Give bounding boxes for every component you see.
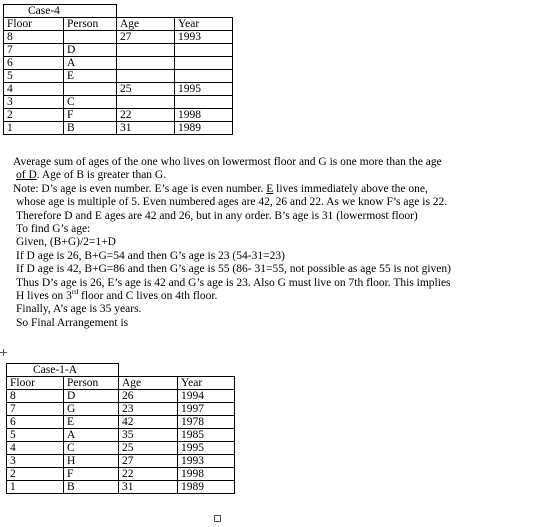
cell-floor: 4: [4, 83, 64, 96]
table-row: [4, 70, 233, 83]
table-row: [4, 122, 233, 135]
superscript: rd: [71, 287, 79, 297]
cell-floor: 3: [4, 96, 64, 109]
cell-age: 35: [119, 429, 178, 442]
cell-age: 23: [119, 403, 178, 416]
table-row: [4, 83, 233, 96]
header-year: Year: [175, 18, 233, 31]
case-4-table: [3, 4, 233, 135]
cell-floor: 6: [7, 416, 64, 429]
cell-year: [175, 70, 233, 83]
underlined-text: of D: [16, 169, 37, 182]
text-line: If D age is 42, B+G=86 and then G’s age is 55 (86- 31=55, not possible as age 55 is not given): [16, 263, 451, 276]
cell-age: [117, 44, 175, 57]
cell-person: B: [64, 122, 117, 135]
cell-year: [175, 57, 233, 70]
table-header-row: [7, 377, 235, 390]
cell-age: [117, 96, 175, 109]
cell-age: 27: [119, 455, 178, 468]
cell-age: 22: [117, 109, 175, 122]
header-person: Person: [64, 377, 119, 390]
text-line: So Final Arrangement is: [16, 316, 129, 329]
table-row: [7, 481, 235, 494]
cell-year: 1995: [178, 442, 235, 455]
text-line: Thus D’s age is 26, E’s age is 42 and G’s age is 23. Also G must live on 7th floor. This implies: [16, 276, 451, 289]
table-row: [4, 109, 233, 122]
cell-floor: 5: [4, 70, 64, 83]
cell-year: 1989: [178, 481, 235, 494]
cell-year: 1998: [178, 468, 235, 481]
table-row: [4, 31, 233, 44]
cell-year: [175, 44, 233, 57]
cell-year: [175, 96, 233, 109]
cell-person: F: [64, 109, 117, 122]
cell-person: A: [64, 429, 119, 442]
cell-age: 31: [117, 122, 175, 135]
cell-age: 27: [117, 31, 175, 44]
cell-floor: 7: [4, 44, 64, 57]
table-row: [4, 57, 233, 70]
cell-floor: 3: [7, 455, 64, 468]
cell-person: D: [64, 390, 119, 403]
cell-floor: 4: [7, 442, 64, 455]
table-row: [7, 442, 235, 455]
cell-year: 1993: [175, 31, 233, 44]
text-line: If D age is 26, B+G=54 and then G’s age is 23 (54-31=23): [16, 249, 285, 262]
cell-floor: 6: [4, 57, 64, 70]
cell-year: 1993: [178, 455, 235, 468]
cell-floor: 1: [7, 481, 64, 494]
header-age: Age: [119, 377, 178, 390]
cell-person: C: [64, 96, 117, 109]
cell-year: 1978: [178, 416, 235, 429]
table-header-row: [4, 18, 233, 31]
cell-person: H: [64, 455, 119, 468]
header-person: Person: [64, 18, 117, 31]
cell-person: [64, 31, 117, 44]
header-year: Year: [178, 377, 235, 390]
text-line: whose age is multiple of 5. Even numbered ages are 42, 26 and 22. As we know F’s age is 22.: [16, 196, 448, 209]
cell-floor: 8: [4, 31, 64, 44]
text-line: Finally, A’s age is 35 years.: [16, 303, 142, 316]
cell-floor: 5: [7, 429, 64, 442]
cell-person: G: [64, 403, 119, 416]
table-resize-handle[interactable]: [214, 515, 221, 522]
table-caption: Case-1-A: [7, 364, 119, 377]
cell-person: B: [64, 481, 119, 494]
cell-person: E: [64, 416, 119, 429]
underlined-text: E: [266, 182, 274, 195]
table-row: [4, 44, 233, 57]
text-line: Note: D’s age is even number. E’s age is even number. E lives immediately above the one,: [13, 182, 428, 195]
header-floor: Floor: [4, 18, 64, 31]
text-line: Given, (B+G)/2=1+D: [16, 236, 116, 249]
cell-age: [117, 70, 175, 83]
case-1-a-table: [6, 363, 235, 494]
cell-age: 31: [119, 481, 178, 494]
table-row: [7, 468, 235, 481]
cell-person: D: [64, 44, 117, 57]
text-line: H lives on 3rd floor and C lives on 4th floor.: [16, 287, 218, 303]
cell-floor: 7: [7, 403, 64, 416]
cell-year: 1998: [175, 109, 233, 122]
solution-text: [13, 156, 538, 330]
cell-floor: 2: [7, 468, 64, 481]
table-caption: Case-4: [4, 5, 117, 18]
table-caption-row: [7, 364, 235, 377]
cell-person: C: [64, 442, 119, 455]
cell-floor: 1: [4, 122, 64, 135]
cell-person: A: [64, 57, 117, 70]
table-row: [4, 96, 233, 109]
cell-year: 1995: [175, 83, 233, 96]
cell-year: 1989: [175, 122, 233, 135]
table-row: [7, 390, 235, 403]
cell-year: 1994: [178, 390, 235, 403]
cell-year: 1997: [178, 403, 235, 416]
text-line: of D. Age of B is greater than G.: [16, 169, 167, 182]
cell-age: 25: [117, 83, 175, 96]
cell-age: 22: [119, 468, 178, 481]
table-row: [7, 403, 235, 416]
header-age: Age: [117, 18, 175, 31]
cell-person: [64, 83, 117, 96]
cell-floor: 8: [7, 390, 64, 403]
cell-person: F: [64, 468, 119, 481]
cell-age: 25: [119, 442, 178, 455]
table-caption-row: [4, 5, 233, 18]
table-row: [7, 455, 235, 468]
header-floor: Floor: [7, 377, 64, 390]
cell-person: E: [64, 70, 117, 83]
cell-age: 26: [119, 390, 178, 403]
cell-age: 42: [119, 416, 178, 429]
text-line: Therefore D and E ages are 42 and 26, but in any order. B’s age is 31 (lowermost floor): [16, 209, 418, 222]
text-line: Average sum of ages of the one who lives on lowermost floor and G is one more than the age: [13, 156, 442, 168]
text-line: To find G’s age:: [16, 223, 91, 236]
cell-age: [117, 57, 175, 70]
table-row: [7, 416, 235, 429]
table-move-handle-icon[interactable]: [0, 349, 7, 356]
table-row: [7, 429, 235, 442]
cell-floor: 2: [4, 109, 64, 122]
cell-year: 1985: [178, 429, 235, 442]
